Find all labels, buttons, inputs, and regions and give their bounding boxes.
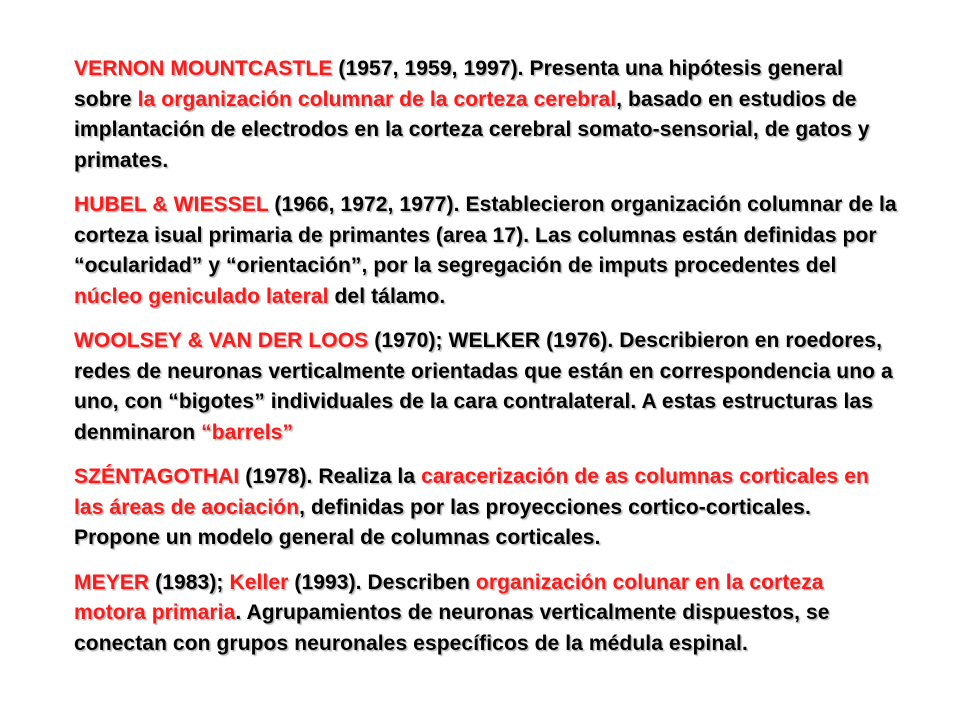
- text-segment: (1983);: [149, 570, 230, 594]
- paragraph-hubel-wiessel: [74, 190, 900, 312]
- paragraph-szentagothai: [74, 462, 900, 554]
- author-keller: Keller: [229, 570, 289, 594]
- highlight-barrels: “barrels”: [201, 420, 294, 444]
- text-segment: , basado en estudios de implantación de electrodos en la corteza cerebral somato-sensorial, de gatos y primates.: [74, 87, 870, 172]
- text-segment: del tálamo.: [328, 284, 446, 308]
- text-segment: (1970); WELKER (1976). Describieron en roedores, redes de neuronas verticalmente orientadas que están en correspondencia uno a uno, con “bigotes” individuales de la cara contralateral. A estas estructuras las denminaron: [74, 329, 893, 444]
- highlight-columnar-organization: la organización columnar de la corteza cerebral: [137, 87, 617, 111]
- highlight-association-columns: caracerización de as columnas corticales en las áreas de aociación: [74, 465, 869, 519]
- author-meyer: MEYER: [74, 570, 150, 594]
- author-mountcastle: VERNON MOUNTCASTLE: [74, 57, 333, 80]
- author-hubel-wiessel: HUBEL & WIESSEL: [74, 193, 269, 216]
- paragraph-woolsey: [74, 326, 900, 448]
- highlight-motor-cortex: organización colunar en la corteza motora primaria: [74, 570, 824, 624]
- text-segment: , definidas por las proyecciones cortico-corticales. Propone un modelo general de columnas corticales.: [74, 495, 811, 549]
- paragraph-meyer-keller: [74, 568, 900, 660]
- author-woolsey-van-der-loos: WOOLSEY & VAN DER LOOS: [74, 329, 369, 352]
- text-segment: . Agrupamientos de neuronas verticalmente dispuestos, se conectan con grupos neuronales específicos de la médula espinal.: [74, 601, 830, 655]
- text-segment: (1966, 1972, 1977). Establecieron organización columnar de la corteza isual primaria de primantes (area 17). Las columnas están definidas por “ocularidad” y “orientación”, por la segregación de imputs procedentes del: [74, 193, 897, 277]
- text-segment: (1993). Describen: [288, 570, 476, 594]
- paragraph-mountcastle: [74, 54, 900, 176]
- text-segment: (1957, 1959, 1997). Presenta una hipótesis general sobre: [74, 57, 843, 111]
- highlight-lateral-geniculate: núcleo geniculado lateral: [74, 284, 329, 308]
- author-szentagothai: SZÉNTAGOTHAI: [74, 465, 240, 488]
- text-segment: (1978). Realiza la: [239, 465, 422, 488]
